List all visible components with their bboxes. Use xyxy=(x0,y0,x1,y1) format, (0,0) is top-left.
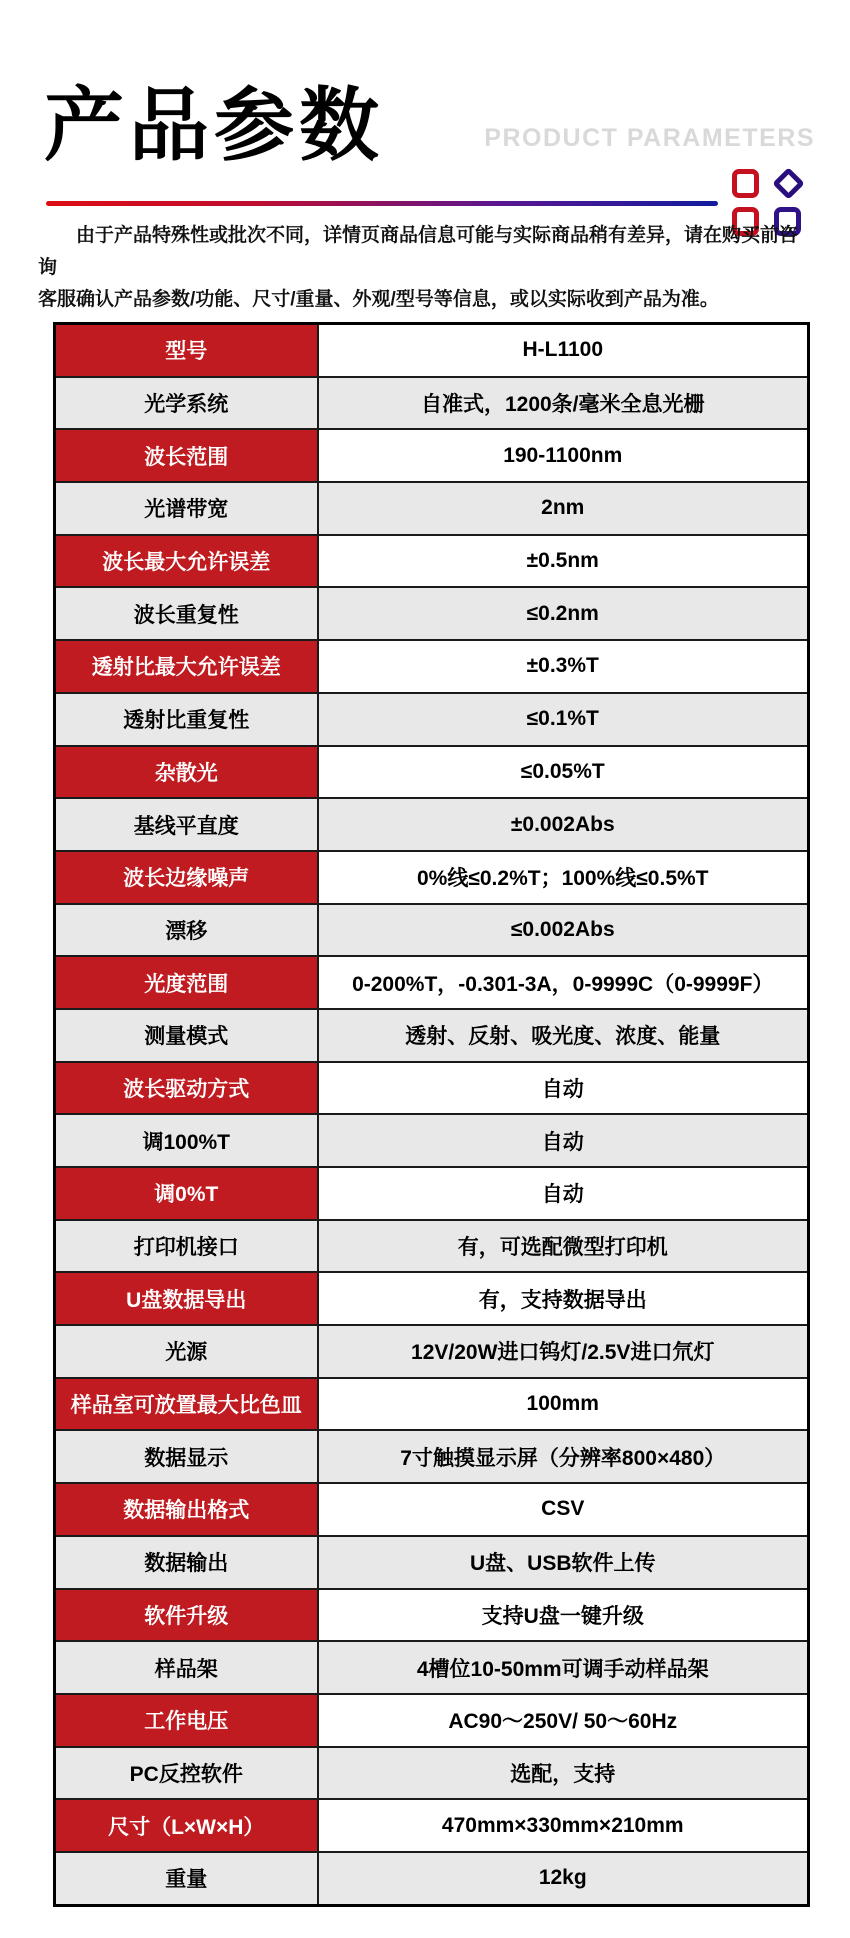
spec-label: 光谱带宽 xyxy=(55,482,318,535)
spec-value: 自准式，1200条/毫米全息光栅 xyxy=(318,377,809,430)
table-row xyxy=(55,1062,809,1115)
table-row xyxy=(55,1114,809,1167)
spec-label: 数据输出 xyxy=(55,1536,318,1589)
spec-value: ≤0.2nm xyxy=(318,587,809,640)
spec-value: 4槽位10-50mm可调手动样品架 xyxy=(318,1641,809,1694)
spec-value: ≤0.1%T xyxy=(318,693,809,746)
spec-value: 0%线≤0.2%T；100%线≤0.5%T xyxy=(318,851,809,904)
disclaimer-line-2: 客服确认产品参数/功能、尺寸/重量、外观/型号等信息，或以实际收到产品为准。 xyxy=(38,289,719,310)
gradient-divider xyxy=(46,201,718,206)
spec-value: ≤0.05%T xyxy=(318,746,809,799)
page-title: 产品参数 xyxy=(44,81,384,170)
table-row xyxy=(55,587,809,640)
spec-value: 100mm xyxy=(318,1378,809,1431)
table-row xyxy=(55,640,809,693)
spec-label: 测量模式 xyxy=(55,1009,318,1062)
spec-value: 12V/20W进口钨灯/2.5V进口氘灯 xyxy=(318,1325,809,1378)
spec-value: ±0.3%T xyxy=(318,640,809,693)
table-row xyxy=(55,956,809,1009)
table-row xyxy=(55,377,809,430)
spec-table xyxy=(53,322,810,1907)
deco-square-icon xyxy=(732,169,759,198)
spec-label: 调100%T xyxy=(55,1114,318,1167)
spec-value: 7寸触摸显示屏（分辨率800×480） xyxy=(318,1430,809,1483)
spec-label: 软件升级 xyxy=(55,1589,318,1642)
spec-value: 0-200%T，-0.301-3A，0-9999C（0-9999F） xyxy=(318,956,809,1009)
table-row xyxy=(55,1430,809,1483)
spec-label: 波长重复性 xyxy=(55,587,318,640)
spec-label: 光度范围 xyxy=(55,956,318,1009)
spec-label: 型号 xyxy=(55,324,318,377)
table-row xyxy=(55,1378,809,1431)
spec-value: 190-1100nm xyxy=(318,429,809,482)
table-row xyxy=(55,1220,809,1273)
table-row xyxy=(55,1325,809,1378)
spec-value: 有，支持数据导出 xyxy=(318,1272,809,1325)
spec-label: 波长范围 xyxy=(55,429,318,482)
page-subtitle: PRODUCT PARAMETERS xyxy=(484,124,815,152)
spec-label: PC反控软件 xyxy=(55,1747,318,1800)
table-row xyxy=(55,693,809,746)
table-row xyxy=(55,1694,809,1747)
table-row xyxy=(55,798,809,851)
spec-value: 支持U盘一键升级 xyxy=(318,1589,809,1642)
table-row xyxy=(55,1589,809,1642)
spec-label: U盘数据导出 xyxy=(55,1272,318,1325)
spec-label: 样品架 xyxy=(55,1641,318,1694)
table-row xyxy=(55,904,809,957)
spec-label: 数据输出格式 xyxy=(55,1483,318,1536)
table-row xyxy=(55,1167,809,1220)
spec-label: 样品室可放置最大比色皿 xyxy=(55,1378,318,1431)
table-row xyxy=(55,429,809,482)
spec-value: ±0.5nm xyxy=(318,535,809,588)
spec-table-body xyxy=(55,324,809,1906)
spec-label: 光源 xyxy=(55,1325,318,1378)
table-row xyxy=(55,746,809,799)
spec-value: 透射、反射、吸光度、浓度、能量 xyxy=(318,1009,809,1062)
spec-value: 有，可选配微型打印机 xyxy=(318,1220,809,1273)
deco-diamond-icon xyxy=(772,167,805,200)
spec-value: 12kg xyxy=(318,1852,809,1905)
table-row xyxy=(55,1536,809,1589)
table-row xyxy=(55,535,809,588)
spec-label: 透射比重复性 xyxy=(55,693,318,746)
spec-label: 光学系统 xyxy=(55,377,318,430)
spec-label: 调0%T xyxy=(55,1167,318,1220)
spec-value: ±0.002Abs xyxy=(318,798,809,851)
spec-label: 杂散光 xyxy=(55,746,318,799)
table-row xyxy=(55,482,809,535)
spec-label: 波长驱动方式 xyxy=(55,1062,318,1115)
spec-value: AC90～250V/ 50～60Hz xyxy=(318,1694,809,1747)
spec-value: 自动 xyxy=(318,1062,809,1115)
table-row xyxy=(55,1483,809,1536)
spec-value: 选配，支持 xyxy=(318,1747,809,1800)
disclaimer-line-1: 由于产品特殊性或批次不同，详情页商品信息可能与实际商品稍有差异，请在购买前咨询 xyxy=(38,225,799,278)
spec-value: 自动 xyxy=(318,1167,809,1220)
disclaimer-text xyxy=(38,220,816,316)
table-row xyxy=(55,1641,809,1694)
spec-label: 打印机接口 xyxy=(55,1220,318,1273)
table-row xyxy=(55,1852,809,1905)
spec-value: ≤0.002Abs xyxy=(318,904,809,957)
spec-label: 漂移 xyxy=(55,904,318,957)
table-row xyxy=(55,324,809,377)
spec-label: 波长最大允许误差 xyxy=(55,535,318,588)
spec-label: 重量 xyxy=(55,1852,318,1905)
table-row xyxy=(55,1747,809,1800)
table-row xyxy=(55,1009,809,1062)
spec-label: 波长边缘噪声 xyxy=(55,851,318,904)
spec-label: 基线平直度 xyxy=(55,798,318,851)
spec-label: 数据显示 xyxy=(55,1430,318,1483)
table-row xyxy=(55,1272,809,1325)
spec-value: 470mm×330mm×210mm xyxy=(318,1799,809,1852)
spec-label: 透射比最大允许误差 xyxy=(55,640,318,693)
spec-value: U盘、USB软件上传 xyxy=(318,1536,809,1589)
spec-value: H-L1100 xyxy=(318,324,809,377)
table-row xyxy=(55,851,809,904)
spec-label: 尺寸（L×W×H） xyxy=(55,1799,318,1852)
spec-value: 2nm xyxy=(318,482,809,535)
spec-label: 工作电压 xyxy=(55,1694,318,1747)
spec-value: CSV xyxy=(318,1483,809,1536)
spec-value: 自动 xyxy=(318,1114,809,1167)
table-row xyxy=(55,1799,809,1852)
